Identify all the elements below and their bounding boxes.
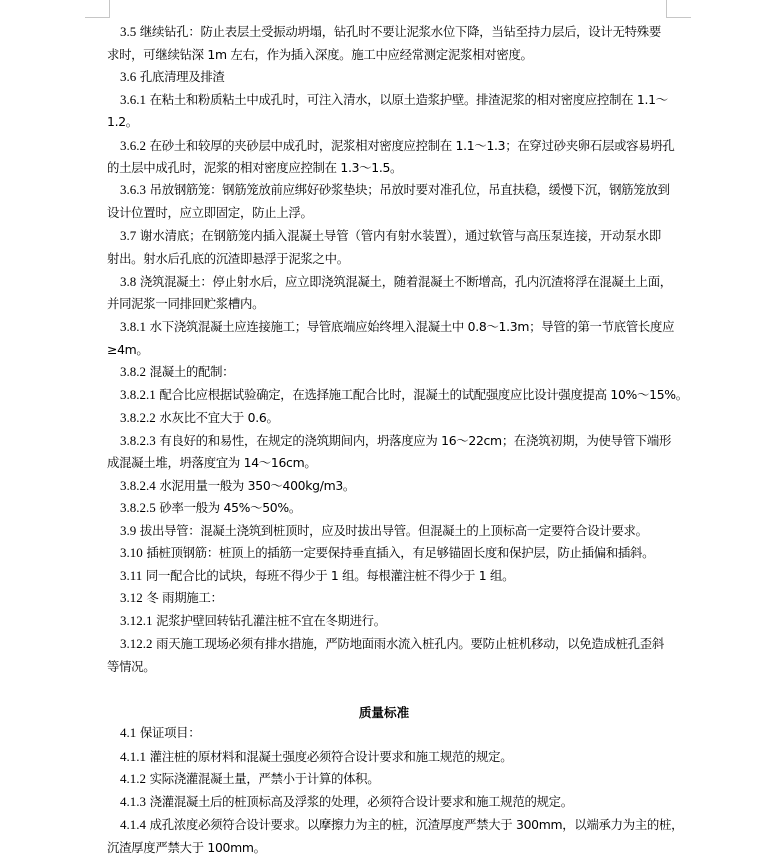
clause-text: ≥4m。 — [107, 342, 149, 357]
clause-number: 3.12 — [120, 590, 143, 605]
clause-number: 3.7 — [120, 228, 137, 243]
clause-text: 浇筑混凝土：停止射水后，应立即浇筑混凝土，随着混凝土不断增高，孔内沉渣将浮在混凝土上面， — [136, 274, 672, 289]
paragraph-line — [120, 22, 661, 42]
page-corner-mark-left — [85, 0, 110, 18]
clause-number: 3.10 — [120, 545, 143, 560]
clause-text: 求时，可继续钻深 1m 左右，作为插入深度。施工中应经常测定泥浆相对密度。 — [107, 47, 533, 62]
clause-number: 3.8.2 — [120, 364, 146, 379]
paragraph-line — [120, 317, 675, 337]
clause-number: 3.8.2.3 — [120, 433, 156, 448]
paragraph-line — [120, 747, 661, 767]
paragraph-line — [107, 158, 661, 178]
clause-text: 成混凝土堆，坍落度宜为 14～16cm。 — [107, 455, 317, 470]
clause-text: 泥浆护壁回转钻孔灌注桩不宜在冬期进行。 — [152, 613, 386, 628]
paragraph-line — [120, 180, 670, 200]
clause-number: 3.12.1 — [120, 613, 153, 628]
clause-text: 有良好的和易性，在规定的浇筑期间内，坍落度应为 16～22cm；在浇筑初期，为使导管下端形 — [155, 433, 672, 448]
clause-number: 3.8.1 — [120, 319, 146, 334]
paragraph-line — [120, 566, 661, 586]
clause-number: 3.8.2.2 — [120, 410, 156, 425]
paragraph-line — [120, 90, 668, 110]
paragraph-line — [107, 294, 661, 314]
clause-text: 水泥用量一般为 350～400kg/m3。 — [155, 478, 356, 493]
paragraph-line — [120, 498, 661, 518]
page-corner-mark-right — [666, 0, 691, 18]
clause-text: 插桩顶钢筋：桩顶上的插筋一定要保持垂直插入，有足够锚固长度和保护层，防止插偏和插斜。 — [142, 545, 655, 560]
clause-text: 成孔浓度必须符合设计要求。以摩擦力为主的桩，沉渣厚度严禁大于 300mm，以端承力为主的桩， — [146, 817, 684, 832]
clause-text: 灌注桩的原材料和混凝土强度必须符合设计要求和施工规范的规定。 — [146, 749, 513, 764]
clause-text: 混凝土的配制： — [146, 364, 235, 379]
clause-text: 水下浇筑混凝土应连接施工；导管底端应始终埋入混凝土中 0.8～1.3m；导管的第一节底管长度应 — [146, 319, 675, 334]
clause-number: 3.8.2.4 — [120, 478, 156, 493]
clause-text: 拔出导管：混凝土浇筑到桩顶时，应及时拔出导管。但混凝土的上顶标高一定要符合设计要求。 — [136, 523, 648, 538]
clause-number: 3.8 — [120, 274, 137, 289]
paragraph-line — [107, 453, 661, 473]
clause-number: 4.1.1 — [120, 749, 146, 764]
paragraph-line — [120, 815, 684, 835]
paragraph-line — [120, 136, 675, 156]
clause-text: 1.2。 — [107, 114, 138, 129]
clause-text: 在砂土和较厚的夹砂层中成孔时，泥浆相对密度应控制在 1.1～1.3；在穿过砂夹卵石层或容易坍孔 — [146, 138, 675, 153]
clause-text: 在粘土和粉质粘土中成孔时，可注入清水，以原土造浆护壁。排渣泥浆的相对密度应控制在 1.1～ — [146, 92, 668, 107]
clause-number: 4.1.3 — [120, 794, 146, 809]
clause-text: 砂率一般为 45%～50%。 — [155, 500, 301, 515]
clause-number: 4.1 — [120, 725, 137, 740]
paragraph-line — [120, 611, 661, 631]
paragraph-line — [107, 45, 661, 65]
clause-text: 浇灌混凝土后的桩顶标高及浮浆的处理，必须符合设计要求和施工规范的规定。 — [146, 794, 573, 809]
clause-number: 3.12.2 — [120, 636, 153, 651]
clause-number: 4.1.4 — [120, 817, 146, 832]
clause-number: 3.8.2.5 — [120, 500, 156, 515]
clause-number: 3.9 — [120, 523, 137, 538]
paragraph-line — [120, 476, 661, 496]
paragraph-line — [120, 272, 672, 292]
clause-text: 谢水清底；在钢筋笼内插入混凝土导管（管内有射水装置），通过软管与高压泵连接，开动泵水即 — [136, 228, 661, 243]
clause-text: 配合比应根据试验确定，在选择施工配合比时，混凝土的试配强度应比设计强度提高 10%～15%。 — [155, 387, 688, 402]
paragraph-line — [120, 543, 661, 563]
paragraph-line — [120, 385, 688, 405]
paragraph-line — [120, 431, 672, 451]
paragraph-line — [120, 792, 661, 812]
paragraph-line — [107, 112, 661, 132]
clause-text: 的土层中成孔时，泥浆的相对密度应控制在 1.3～1.5。 — [107, 160, 403, 175]
clause-text: 冬 雨期施工： — [142, 590, 223, 605]
paragraph-line — [120, 362, 661, 382]
paragraph-line — [107, 203, 661, 223]
paragraph-line — [120, 588, 661, 608]
clause-text: 孔底清理及排渣 — [136, 69, 225, 84]
paragraph-line — [107, 340, 661, 360]
paragraph-line — [107, 657, 661, 677]
paragraph-line — [120, 769, 661, 789]
paragraph-line — [107, 249, 661, 269]
clause-number: 3.6 — [120, 69, 137, 84]
section-heading: 质量标准 — [358, 705, 410, 720]
clause-number: 3.6.3 — [120, 182, 146, 197]
clause-text: 吊放钢筋笼：钢筋笼放前应绑好砂浆垫块；吊放时要对准孔位，吊直扶稳，缓慢下沉，钢筋笼放到 — [146, 182, 670, 197]
paragraph-line — [120, 634, 664, 654]
clause-text: 雨天施工现场必须有排水措施，严防地面雨水流入桩孔内。要防止桩机移动，以免造成桩孔歪斜 — [152, 636, 664, 651]
paragraph-line — [120, 67, 661, 87]
clause-number: 3.6.2 — [120, 138, 146, 153]
paragraph-line — [120, 408, 661, 428]
clause-text: 沉渣厚度严禁大于 100mm。 — [107, 840, 266, 855]
paragraph-line — [120, 521, 661, 541]
clause-text: 保证项目： — [136, 725, 201, 740]
paragraph-line — [107, 838, 661, 858]
clause-text: 同一配合比的试块，每班不得少于 1 组。每根灌注桩不得少于 1 组。 — [142, 568, 515, 583]
clause-text: 等情况。 — [107, 659, 156, 674]
clause-number: 3.11 — [120, 568, 143, 583]
clause-number: 3.5 — [120, 24, 137, 39]
clause-text: 射出。射水后孔底的沉渣即悬浮于泥浆之中。 — [107, 251, 349, 266]
clause-number: 3.8.2.1 — [120, 387, 156, 402]
clause-number: 4.1.2 — [120, 771, 146, 786]
clause-text: 并同泥浆一同排回贮浆槽内。 — [107, 296, 265, 311]
clause-text: 设计位置时，应立即固定，防止上浮。 — [107, 205, 313, 220]
clause-text: 实际浇灌混凝土量，严禁小于计算的体积。 — [146, 771, 380, 786]
clause-text: 水灰比不宜大于 0.6。 — [155, 410, 279, 425]
paragraph-line — [120, 226, 661, 246]
clause-text: 继续钻孔：防止表层土受振动坍塌，钻孔时不要让泥浆水位下降，当钻至持力层后，设计无特殊要 — [136, 24, 661, 39]
clause-number: 3.6.1 — [120, 92, 146, 107]
paragraph-line — [120, 723, 661, 743]
